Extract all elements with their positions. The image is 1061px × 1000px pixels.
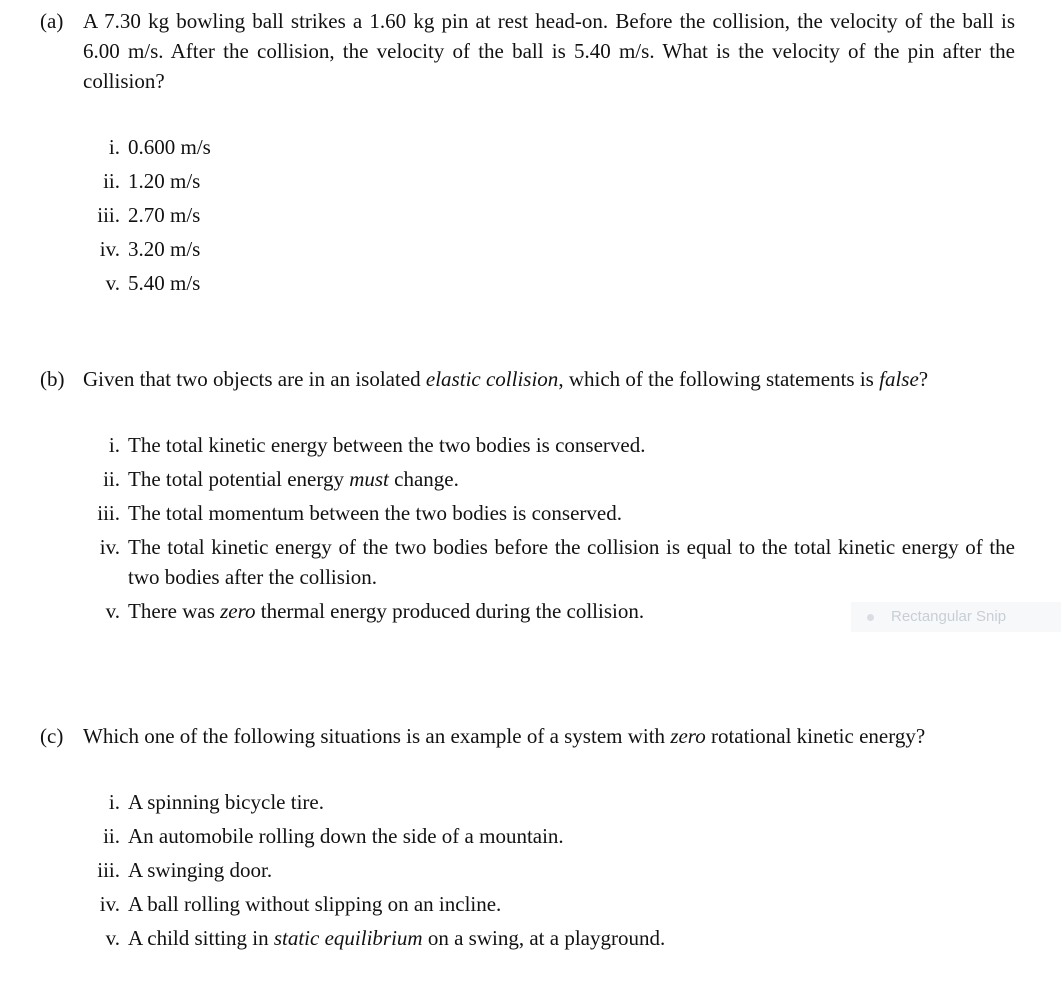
option-number: iv. [99,237,120,261]
option-item [40,132,1015,162]
option-text: A spinning bicycle tire. [128,790,324,814]
option-item [40,234,1015,264]
question-stem [40,721,1015,751]
option-text-part: A child sitting in [128,926,274,950]
option-item [40,166,1015,196]
question-emphasis: false [879,367,919,391]
option-number: ii. [103,169,120,193]
option-item [40,855,1015,885]
question-emphasis: elastic collision [425,367,559,391]
option-text: 3.20 m/s [128,237,201,261]
option-number: iv. [99,892,120,916]
question-text-part: rotational kinetic energy? [705,724,926,748]
question-text-part: ? [918,367,929,391]
option-text-part: on a swing, at a playground. [422,926,666,950]
option-list [40,132,1015,298]
option-number: i. [108,433,120,457]
question-label: (b) [40,367,65,391]
option-text: The total kinetic energy of the two bodies before the collision is equal to the total kinetic energy of the two bodies after the collision. [128,535,1015,589]
rectangular-snip-hint[interactable] [851,602,1061,632]
option-number: ii. [103,824,120,848]
option-number: iii. [97,501,120,525]
option-number: iii. [97,858,120,882]
question-emphasis: zero [670,724,706,748]
option-number: iv. [99,535,120,559]
question-text-part: , which of the following statements is [558,367,880,391]
question-text-part: Which one of the following situations is an example of a system with [83,724,671,748]
radio-dot-icon [867,614,874,621]
option-text: An automobile rolling down the side of a mountain. [128,824,564,848]
option-text-part: change. [388,467,459,491]
option-text: The total kinetic energy between the two bodies is conserved. [128,433,646,457]
option-emphasis: zero [220,599,256,623]
option-text: 5.40 m/s [128,271,201,295]
option-text: A swinging door. [128,858,273,882]
option-number: iii. [97,203,120,227]
question-text: A 7.30 kg bowling ball strikes a 1.60 kg pin at rest head-on. Before the collision, the velocity of the ball is 6.00 m/s. After the collision, the velocity of the ball is 5.40 m/s. What is the velocity of the pin after the collision? [83,9,1015,93]
question-a [40,6,1015,302]
option-text: The total momentum between the two bodies is conserved. [128,501,622,525]
question-text-part: Given that two objects are in an isolated [83,367,426,391]
option-item [40,821,1015,851]
option-text-part: There was [128,599,221,623]
question-c [40,721,1015,957]
snip-label: Rectangular Snip [891,608,1007,625]
option-emphasis: static equilibrium [273,926,423,950]
option-item [40,430,1015,460]
option-number: v. [105,926,120,950]
question-label: (c) [40,724,64,748]
option-item [40,268,1015,298]
option-item [40,889,1015,919]
option-item [40,532,1015,592]
question-stem [40,6,1015,96]
option-item [40,464,1015,494]
option-number: ii. [103,467,120,491]
option-list [40,430,1015,626]
option-list [40,787,1015,953]
question-label: (a) [40,9,64,33]
option-text: A ball rolling without slipping on an incline. [128,892,502,916]
option-text-part: The total potential energy [128,467,350,491]
option-number: v. [105,271,120,295]
option-number: i. [108,135,120,159]
question-b [40,364,1015,630]
option-text: 2.70 m/s [128,203,201,227]
option-text-part: thermal energy produced during the collision. [255,599,645,623]
option-item [40,498,1015,528]
option-number: i. [108,790,120,814]
option-text: 1.20 m/s [128,169,201,193]
option-item [40,787,1015,817]
option-number: v. [105,599,120,623]
question-stem [40,364,1015,394]
option-item [40,200,1015,230]
option-emphasis: must [349,467,389,491]
option-text: 0.600 m/s [128,135,211,159]
option-item [40,923,1015,953]
